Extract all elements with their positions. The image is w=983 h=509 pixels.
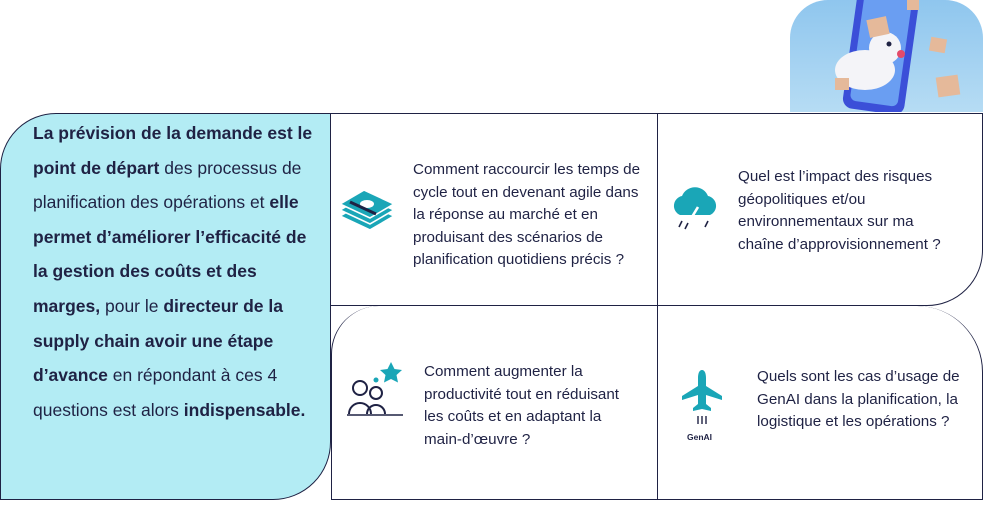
phone-parcels-illustration xyxy=(790,0,983,112)
intro-segment: indispensable. xyxy=(183,399,306,420)
question-text-3: Comment augmenter la productivité tout en réduisant les coûts et en adaptant la main-d’œuvre ? xyxy=(424,363,620,448)
question-text-1: Comment raccourcir les temps de cycle tout en devenant agile dans la réponse au marché et en produisant des scénarios de planification quotidiens précis ? xyxy=(413,161,641,268)
genai-icon-label: GenAI xyxy=(687,432,713,442)
intro-text xyxy=(33,116,318,427)
people-star-icon xyxy=(345,360,405,418)
intro-segment: pour le xyxy=(100,295,164,316)
airplane-icon xyxy=(680,368,724,426)
intro-segment: en répondant à ces 4 questions est alors xyxy=(33,365,278,420)
money-stack-icon xyxy=(336,186,396,236)
storm-cloud-icon xyxy=(668,185,724,235)
intro-segment: directeur de la supply chain avoir une étape d’avance xyxy=(33,295,283,386)
intro-segment: elle permet d’améliorer l’efficacité de la gestion des coûts et des marges, xyxy=(33,192,307,316)
question-text-4: Quels sont les cas d’usage de GenAI dans la planification, la logistique et les opérations ? xyxy=(757,368,960,430)
hero-illustration xyxy=(790,0,983,112)
intro-segment: des processus de planification des opérations et xyxy=(33,157,302,213)
question-text-2: Quel est l’impact des risques géopolitiques et/ou environnementaux sur ma chaîne d’approvisionnement ? xyxy=(738,168,941,253)
intro-segment: La prévision de la demande est le point de départ xyxy=(33,123,313,178)
